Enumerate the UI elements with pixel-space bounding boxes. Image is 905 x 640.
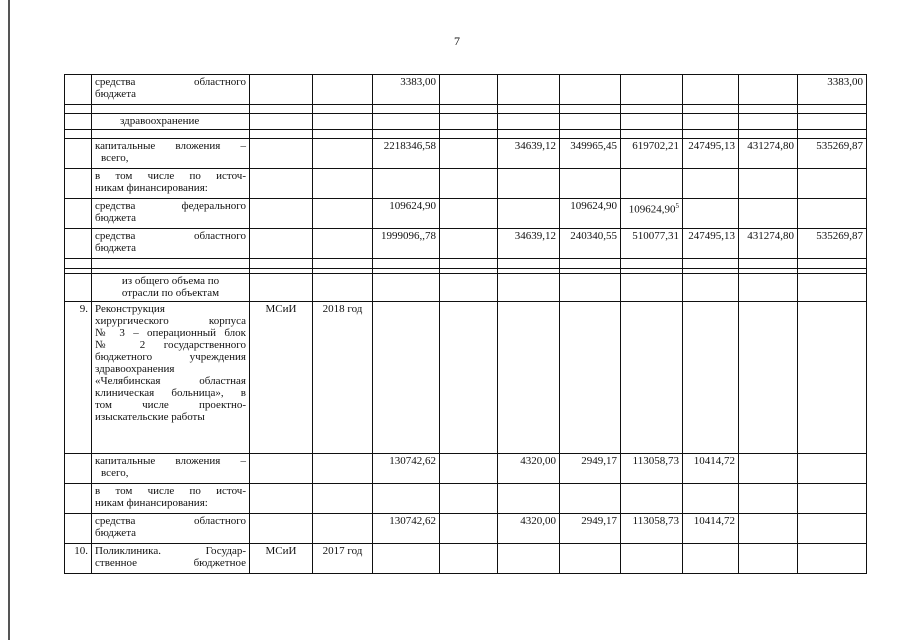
row-number: 10.	[65, 544, 92, 574]
table-row	[65, 302, 867, 454]
row-label: в том числе по источ- никам финансирования:	[92, 484, 250, 514]
organization: МСиИ	[250, 544, 313, 574]
page-number: 7	[454, 34, 460, 48]
row-label: в том числе по источ- никам финансирования:	[92, 169, 250, 199]
table-row	[65, 169, 867, 199]
table-row	[65, 484, 867, 514]
table-row	[65, 544, 867, 574]
row-label: средства областного бюджета	[92, 514, 250, 544]
table-row: средства областного бюджета 1999096,,78 34639,12 240340,55 510077,31 247495,13 431274,80 535269,87	[65, 229, 867, 259]
footnote-mark: 5	[675, 202, 679, 210]
cell-total: 3383,00	[373, 75, 440, 105]
budget-table	[64, 74, 867, 574]
row-label: капитальные вложения – всего,	[92, 139, 250, 169]
table-row-spacer	[65, 105, 867, 114]
table-row: капитальные вложения – всего, 2218346,58 34639,12 349965,45 619702,21 247495,13 431274,80 535269,87	[65, 139, 867, 169]
table-row	[65, 114, 867, 130]
object-description: Реконструкция хирургического корпуса № 3 – операционный блок № 2 государственного бюджетного учреждения здравоохранения «Челябинская областная клиническая больница», в том числе проектно- изыскательские работы	[92, 302, 250, 454]
table-row: средства областного бюджета 130742,62 4320,00 2949,17 113058,73 10414,72	[65, 514, 867, 544]
year: 2017 год	[313, 544, 373, 574]
table-row-spacer	[65, 259, 867, 269]
row-label: капитальные вложения – всего,	[92, 454, 250, 484]
row-number: 9.	[65, 302, 92, 454]
table-row-spacer	[65, 130, 867, 139]
table-row: капитальные вложения – всего, 130742,62 4320,00 2949,17 113058,73 10414,72	[65, 454, 867, 484]
object-description: Поликлиника. Государ- ственное бюджетное	[92, 544, 250, 574]
scan-edge	[8, 0, 10, 640]
table-row: средства федерального бюджета 109624,90 109624,90 109624,90$^5$	[65, 199, 867, 229]
cell-with-footnote: 109624,90$^5$	[621, 199, 683, 229]
section-label: здравоохранение	[92, 114, 250, 130]
table-row	[65, 274, 867, 302]
row-label: средства областного бюджета	[92, 75, 250, 105]
row-label: средства областного бюджета	[92, 229, 250, 259]
table-row	[65, 75, 867, 105]
row-label: средства федерального бюджета	[92, 199, 250, 229]
row-label: из общего объема по отрасли по объектам	[92, 274, 250, 302]
cell-last: 3383,00	[798, 75, 867, 105]
year: 2018 год	[313, 302, 373, 454]
organization: МСиИ	[250, 302, 313, 454]
